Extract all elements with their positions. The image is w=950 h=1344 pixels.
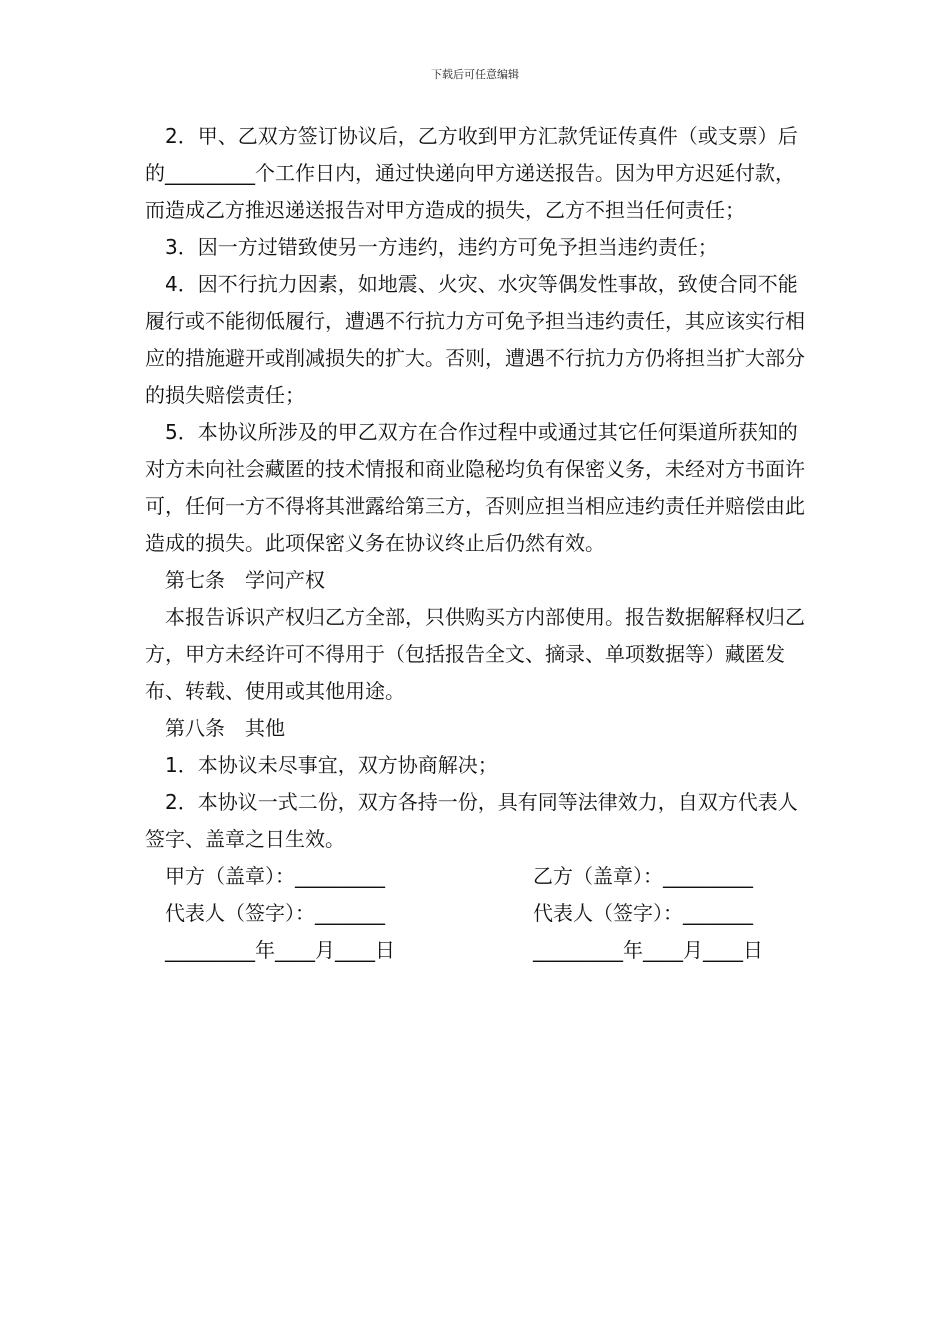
article-8-clause-2: 2．本协议一式二份，双方各持一份，具有同等法律效力，自双方代表人签字、盖章之日生效。 [145,790,798,851]
clause-3: 3．因一方过错致使另一方违约，违约方可免予担当违约责任； [165,235,718,259]
party-a-seal: 甲方（盖章）：_________ [165,864,385,888]
article-8-title: 第八条 其他 [165,716,285,740]
signature-rep-row [145,895,810,932]
signature-date-row [145,932,810,969]
clause-4: 4．因不行抗力因素，如地震、火灾、水灾等偶发性事故，致使合同不能履行或不能彻低履行，遭遇不行抗力方可免予担当违约责任，其应该实行相应的措施避开或削减损失的扩大。否则，遭遇不行抗力方仍将担当扩大部分的损失赔偿责任； [145,272,805,407]
signature-seal-row [145,858,810,895]
article-8-clause-1: 1．本协议未尽事宜，双方协商解决； [165,753,498,777]
party-b-representative: 代表人（签字）：_______ [533,901,753,925]
document-body [145,118,810,969]
party-b-seal: 乙方（盖章）：_________ [533,864,753,888]
page-header: 下载后可任意编辑 [431,68,519,81]
article-7-body: 本报告诉识产权归乙方全部，只供购买方内部使用。报告数据解释权归乙方，甲方未经许可不得用于（包括报告全文、摘录、单项数据等）藏匿发布、转载、使用或其他用途。 [145,605,805,703]
party-a-date: _________年____月____日 [165,938,395,962]
party-a-representative: 代表人（签字）：_______ [165,901,385,925]
clause-2: 2．甲、乙双方签订协议后，乙方收到甲方汇款凭证传真件（或支票）后的_________个工作日内，通过快递向甲方递送报告。因为甲方迟延付款，而造成乙方推迟递送报告对甲方造成的损失，乙方不担当任何责任； [145,124,798,222]
clause-5: 5．本协议所涉及的甲乙双方在合作过程中或通过其它任何渠道所获知的对方未向社会藏匿的技术情报和商业隐秘均负有保密义务，未经对方书面许可，任何一方不得将其泄露给第三方，否则应担当相应违约责任并赔偿由此造成的损失。此项保密义务在协议终止后仍然有效。 [145,420,805,555]
article-7-title: 第七条 学问产权 [165,568,325,592]
party-b-date: _________年____月____日 [533,938,763,962]
